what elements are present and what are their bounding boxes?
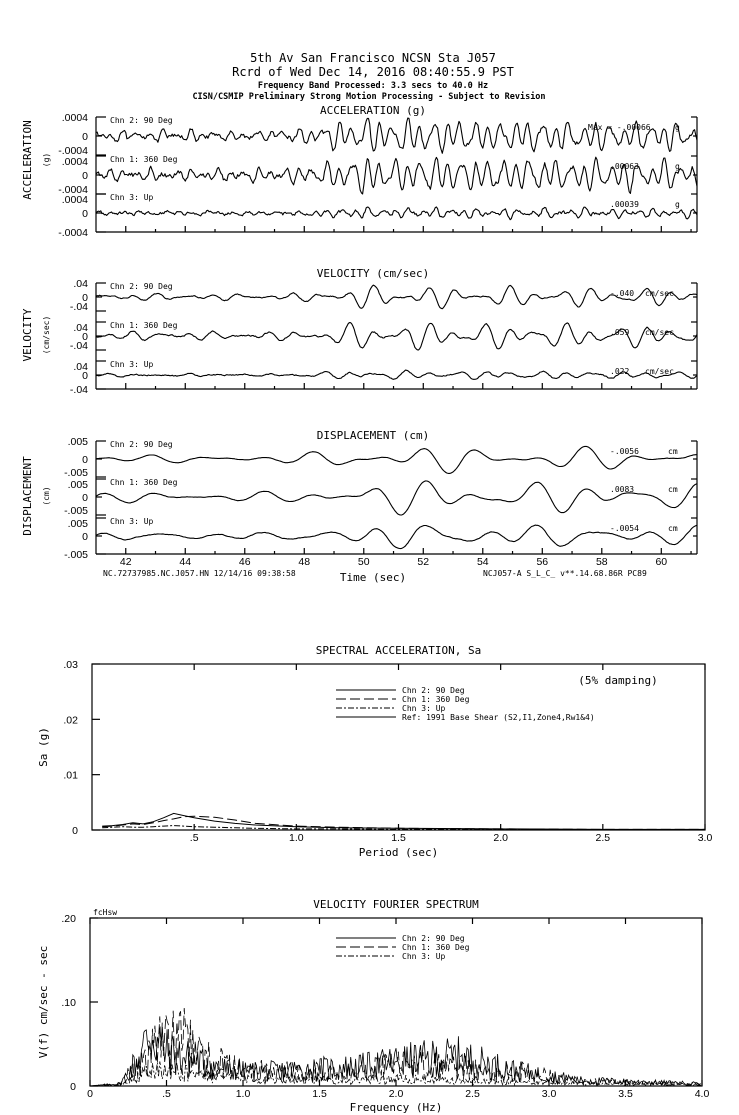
legend-entry: Chn 2: 90 Deg	[402, 934, 465, 943]
peak-unit: cm/sec	[645, 289, 674, 298]
panel-displacement	[21, 429, 697, 584]
y-tick-top: .0004	[61, 112, 88, 124]
peak-unit: cm	[668, 447, 678, 456]
channel-label: Chn 1: 360 Deg	[110, 155, 178, 164]
panel-title: DISPLACEMENT (cm)	[316, 429, 430, 442]
waveform-chn2	[96, 446, 697, 473]
y-tick-top: .005	[67, 479, 88, 491]
y-tick-label: .20	[61, 913, 76, 925]
series-line-chn-1-360-deg	[102, 816, 705, 829]
y-axis-label: V(f) cm/sec - sec	[37, 945, 50, 1059]
header-station: 5th Av San Francisco NCSN Sta J057	[250, 51, 496, 65]
channel-label: Chn 2: 90 Deg	[110, 282, 173, 291]
plot-frame	[90, 918, 702, 1086]
y-axis-unit: (cm)	[42, 486, 51, 506]
legend-entry: Chn 2: 90 Deg	[402, 686, 465, 695]
y-tick-zero: 0	[82, 370, 88, 382]
y-tick-label: .01	[63, 769, 78, 782]
y-tick-zero: 0	[82, 492, 88, 504]
x-tick-label: 4.0	[694, 1088, 710, 1100]
legend-entry: Chn 1: 360 Deg	[402, 695, 470, 704]
x-tick-label: 1.0	[289, 832, 304, 844]
peak-unit: cm	[668, 485, 678, 494]
peak-unit: cm	[668, 524, 678, 533]
waveform-chn3	[96, 370, 697, 379]
peak-value: .022	[610, 367, 630, 376]
peak-unit: cm/sec	[645, 328, 674, 337]
waveform-chn1	[96, 481, 697, 515]
waveform-chn3	[96, 207, 697, 220]
channel-label: Chn 3: Up	[110, 517, 154, 526]
peak-value: -.0054	[610, 524, 639, 533]
y-tick-zero: 0	[82, 531, 88, 543]
y-tick-top: .005	[67, 518, 88, 530]
channel-label: Chn 3: Up	[110, 193, 154, 202]
y-axis-label: Sa (g)	[37, 727, 50, 767]
x-axis-label: Time (sec)	[339, 571, 407, 584]
x-tick-label: 54	[476, 556, 489, 568]
footer-right: NCJ057-A S_L_C_ v**.14.68.86R PC89	[483, 569, 647, 578]
damping-note: (5% damping)	[578, 674, 658, 687]
x-tick-label: 0	[87, 1088, 93, 1100]
peak-unit: g	[675, 123, 680, 132]
peak-value: .00063	[610, 162, 639, 171]
y-axis-label: DISPLACEMENT	[21, 456, 34, 536]
header-processing: CISN/CSMIP Preliminary Strong Motion Processing - Subject to Revision	[192, 92, 546, 102]
y-tick-top: .0004	[61, 194, 88, 206]
y-tick-zero: 0	[82, 170, 88, 182]
x-tick-label: 46	[238, 556, 251, 568]
y-tick-bottom: -.04	[69, 340, 88, 352]
y-tick-bottom: -.005	[64, 467, 88, 479]
peak-value: .00039	[610, 200, 639, 209]
plot-frame	[92, 664, 705, 830]
y-tick-label: .03	[63, 659, 78, 671]
y-axis-label: VELOCITY	[21, 308, 34, 362]
channel-label: Chn 2: 90 Deg	[110, 440, 173, 449]
y-tick-zero: 0	[82, 131, 88, 143]
y-axis-unit: (g)	[42, 152, 51, 168]
y-tick-label: 0	[72, 825, 78, 837]
legend-entry: Ref: 1991 Base Shear (S2,I1,Zone4,Rw1&4)	[402, 713, 595, 722]
y-tick-bottom: -.04	[69, 301, 88, 313]
x-tick-label: 58	[595, 556, 608, 568]
x-tick-label: 2.5	[465, 1088, 480, 1100]
x-tick-label: 3.0	[697, 832, 713, 844]
legend-entry: Chn 3: Up	[402, 952, 446, 961]
y-tick-bottom: -.0004	[58, 184, 88, 196]
x-tick-label: 2.0	[388, 1088, 404, 1100]
x-tick-label: 42	[119, 556, 132, 568]
y-tick-label: .02	[63, 714, 78, 727]
y-tick-zero: 0	[82, 292, 88, 304]
panel-velocity	[21, 267, 697, 396]
y-tick-label: .10	[61, 997, 76, 1009]
x-tick-label: 1.5	[391, 832, 406, 844]
x-tick-label: 1.5	[312, 1088, 327, 1100]
waveform-chn1	[96, 323, 697, 350]
x-tick-label: 1.0	[235, 1088, 251, 1100]
peak-value: Max = -.00066	[588, 123, 651, 132]
y-tick-top: .04	[73, 278, 88, 290]
x-tick-label: 50	[357, 556, 370, 568]
peak-value: .059	[610, 328, 630, 337]
y-tick-top: .04	[73, 361, 88, 373]
plot-title: SPECTRAL ACCELERATION, Sa	[315, 644, 482, 657]
waveform-chn3	[96, 525, 697, 549]
y-tick-top: .04	[73, 322, 88, 334]
channel-label: Chn 2: 90 Deg	[110, 116, 173, 125]
peak-unit: cm/sec	[645, 367, 674, 376]
x-tick-label: 52	[417, 556, 430, 568]
panel-title: VELOCITY (cm/sec)	[316, 267, 430, 280]
x-tick-label: 3.5	[618, 1088, 633, 1100]
x-tick-label: 3.0	[541, 1088, 557, 1100]
peak-unit: g	[675, 162, 680, 171]
y-tick-zero: 0	[82, 454, 88, 466]
x-tick-label: .5	[162, 1088, 171, 1100]
x-tick-label: 48	[298, 556, 311, 568]
x-tick-label: 60	[655, 556, 668, 568]
x-tick-label: 2.0	[493, 832, 508, 844]
series-line-chn-1-360-deg	[90, 1008, 701, 1086]
peak-value: .0083	[610, 485, 635, 494]
x-axis-label: Frequency (Hz)	[349, 1101, 443, 1114]
y-axis-label: ACCELERATION	[21, 120, 34, 200]
header-record: Rcrd of Wed Dec 14, 2016 08:40:55.9 PST	[232, 65, 514, 79]
channel-label: Chn 1: 360 Deg	[110, 321, 178, 330]
panel-acceleration	[21, 104, 697, 239]
y-tick-bottom: -.005	[64, 549, 88, 561]
y-tick-top: .0004	[61, 156, 88, 168]
x-axis-label: Period (sec)	[358, 846, 439, 859]
y-tick-bottom: -.0004	[58, 227, 88, 239]
footer-left: NC.72737985.NC.J057.HN 12/14/16 09:38:58	[103, 569, 296, 578]
x-tick-label: .5	[189, 832, 199, 844]
plot-tag: fcHsw	[93, 908, 118, 917]
channel-label: Chn 1: 360 Deg	[110, 478, 178, 487]
y-tick-label: 0	[70, 1081, 76, 1093]
y-tick-bottom: -.04	[69, 384, 88, 396]
x-tick-label: 44	[179, 556, 192, 568]
y-axis-unit: (cm/sec)	[42, 315, 51, 355]
plot-title: VELOCITY FOURIER SPECTRUM	[313, 898, 479, 911]
legend-entry: Chn 3: Up	[402, 704, 446, 713]
y-tick-zero: 0	[82, 208, 88, 220]
peak-unit: g	[675, 200, 680, 209]
waveform-chn2	[96, 285, 697, 309]
y-tick-bottom: -.005	[64, 505, 88, 517]
y-tick-zero: 0	[82, 331, 88, 343]
panel-title: ACCELERATION (g)	[320, 104, 426, 117]
x-tick-label: 56	[536, 556, 549, 568]
peak-value: -.0056	[610, 447, 639, 456]
header-band: Frequency Band Processed: 3.3 secs to 40.0 Hz	[257, 81, 489, 91]
legend-entry: Chn 1: 360 Deg	[402, 943, 470, 952]
y-tick-top: .005	[67, 436, 88, 448]
peak-value: -.040	[610, 289, 635, 298]
channel-label: Chn 3: Up	[110, 360, 154, 369]
x-tick-label: 2.5	[595, 832, 611, 844]
y-tick-bottom: -.0004	[58, 145, 88, 157]
waveform-chn1	[96, 157, 697, 194]
